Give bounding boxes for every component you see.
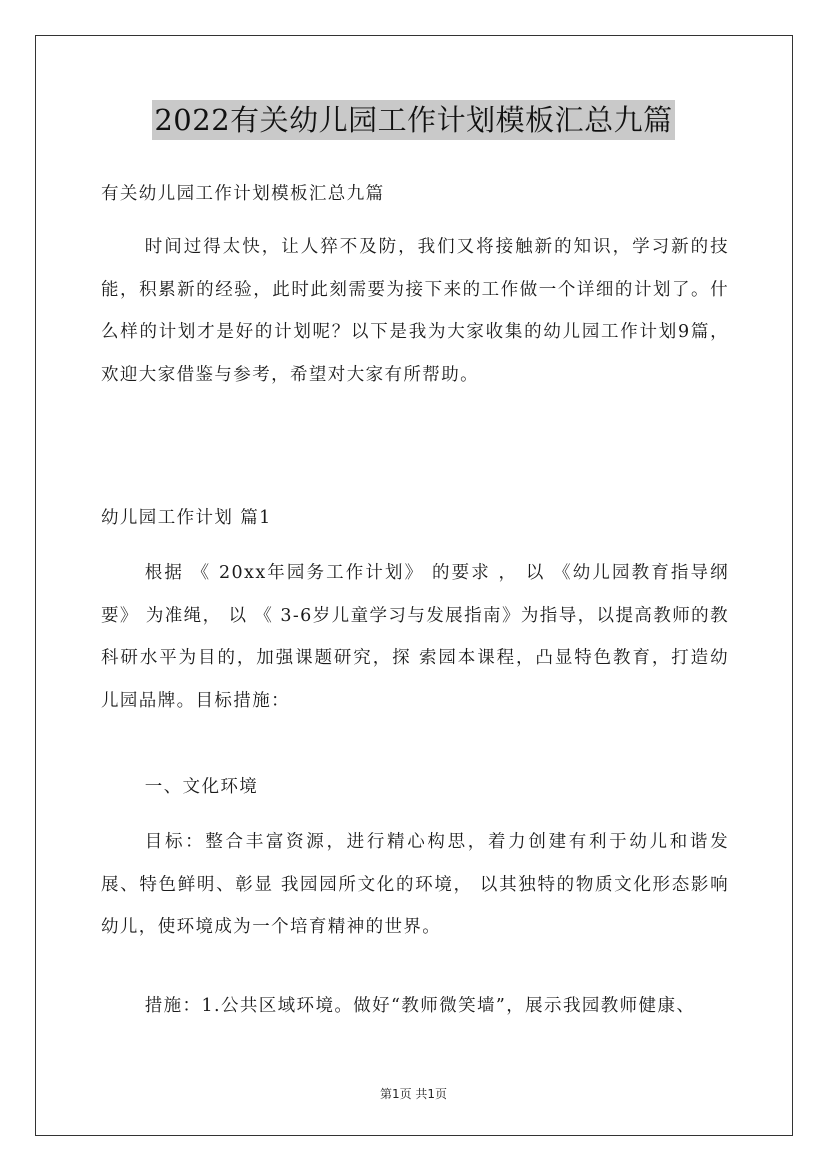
section1-paragraph: 根据 《 20xx年园务工作计划》 的要求 ， 以 《幼儿园教育指导纲要》 为准绳， 以 《 3-6岁儿童学习与发展指南》为指导，以提高教师的教科研水平为目的，加强课题研究，探 索园本课程，凸显特色教育，打造幼儿园品牌。目标措施：	[101, 563, 729, 711]
measures-paragraph: 措施：1.公共区域环境。做好“教师微笑墙”，展示我园教师健康、	[144, 996, 696, 1016]
subtitle: 有关幼儿园工作计划模板汇总九篇	[101, 184, 385, 204]
section-heading-1: 幼儿园工作计划 篇1	[101, 508, 272, 528]
subheading-culture-environment: 一、文化环境	[144, 777, 259, 797]
page-footer: 第1页 共1页	[379, 1087, 448, 1101]
goal-paragraph: 目标：整合丰富资源，进行精心构思，着力创建有利于幼儿和谐发展、特色鲜明、彰显 我园园所文化的环境， 以其独特的物质文化形态影响幼儿，使环境成为一个培育精神的世界。	[101, 832, 729, 937]
title-wrap	[0, 100, 827, 140]
document-title: 2022有关幼儿园工作计划模板汇总九篇	[152, 100, 674, 140]
intro-paragraph: 时间过得太快，让人猝不及防，我们又将接触新的知识，学习新的技能，积累新的经验，此时此刻需要为接下来的工作做一个详细的计划了。什么样的计划才是好的计划呢？以下是我为大家收集的幼儿园工作计划9篇，欢迎大家借鉴与参考，希望对大家有所帮助。	[101, 237, 729, 385]
